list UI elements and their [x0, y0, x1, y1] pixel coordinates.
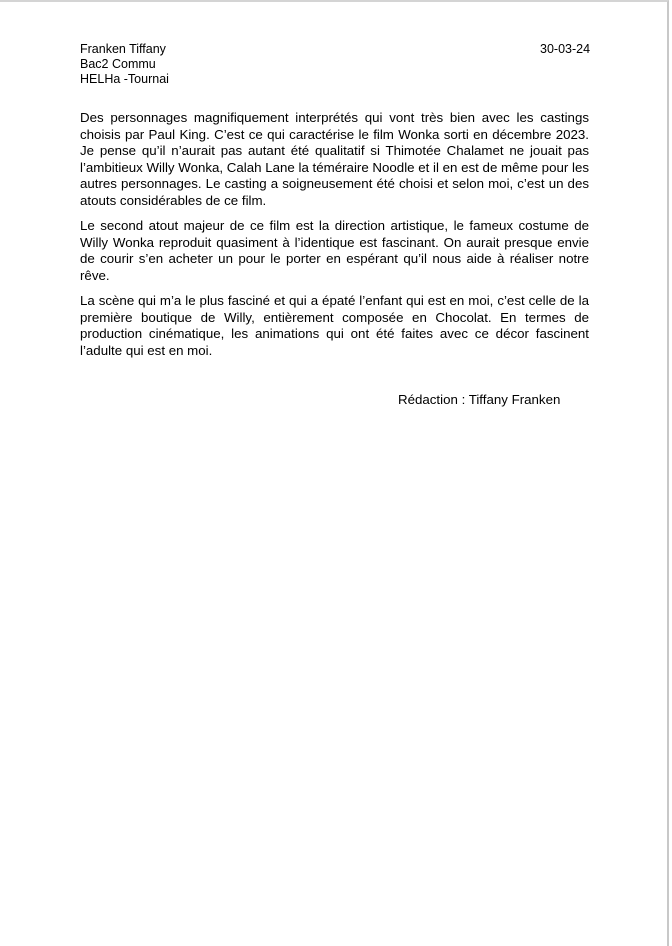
- document-date: 30-03-24: [540, 42, 591, 56]
- paragraph: La scène qui m’a le plus fasciné et qui a épaté l’enfant qui est en moi, c’est celle de la première boutique de Willy, entièrement composée en Chocolat. En termes de production cinématique, les animations qui ont été faites avec ce décor fascinent l’adulte qui est en moi.: [80, 293, 589, 358]
- paragraph: Le second atout majeur de ce film est la direction artistique, le fameux costume de Willy Wonka reproduit quasiment à l’identique est fascinant. On aurait presque envie de courir s’en acheter un pour le porter en espérant qu’il nous aide à réaliser notre rêve.: [80, 218, 589, 283]
- author-name: Franken Tiffany: [80, 42, 166, 56]
- signature: Rédaction : Tiffany Franken: [398, 392, 561, 407]
- header-info: [80, 42, 169, 87]
- article-body: [80, 110, 589, 368]
- program-name: Bac2 Commu: [80, 57, 156, 71]
- paragraph: Des personnages magnifiquement interprétés qui vont très bien avec les castings choisis par Paul King. C’est ce qui caractérise le film Wonka sorti en décembre 2023. Je pense qu’il n’aurait pas autant été qualitatif si Thimotée Chalamet ne jouait pas l’ambitieux Willy Wonka, Calah Lane la téméraire Noodle et il en est de même pour les autres personnages. Le casting a soigneusement été choisi et selon moi, c’est un des atouts considérables de ce film.: [80, 110, 589, 208]
- school-name: HELHa -Tournai: [80, 72, 169, 86]
